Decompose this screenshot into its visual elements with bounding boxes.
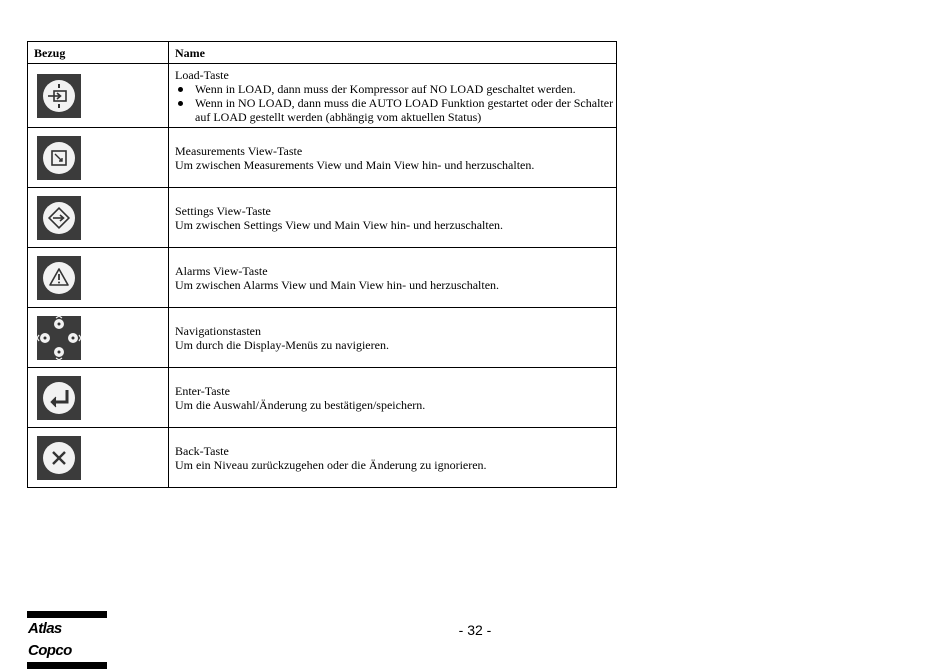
settings-view-icon — [37, 196, 81, 240]
row-title: Load-Taste — [175, 67, 229, 82]
back-close-icon — [37, 436, 81, 480]
header-bezug: Bezug — [28, 42, 169, 64]
row-title: Settings View-Taste — [175, 203, 271, 218]
page-number: - 32 - — [458, 622, 492, 638]
row-description: Um die Auswahl/Änderung zu bestätigen/speichern. — [175, 397, 426, 412]
table-row — [28, 248, 617, 308]
row-title: Alarms View-Taste — [175, 263, 268, 278]
load-button-icon — [37, 74, 81, 118]
table-row — [28, 64, 617, 128]
bullet-item: Wenn in NO LOAD, dann muss die AUTO LOAD Funktion gestartet oder der Schalter auf LOAD gestellt werden (abhängig vom aktuellen Status) — [175, 96, 616, 124]
row-title: Back-Taste — [175, 443, 229, 458]
row-title: Navigationstasten — [175, 323, 261, 338]
table-row — [28, 428, 617, 488]
navigation-arrows-icon — [37, 316, 81, 360]
header-name: Name — [169, 42, 617, 64]
row-description: Um ein Niveau zurückzugehen oder die Änderung zu ignorieren. — [175, 457, 487, 472]
row-title: Enter-Taste — [175, 383, 230, 398]
table-row — [28, 188, 617, 248]
bullet-item: Wenn in LOAD, dann muss der Kompressor auf NO LOAD geschaltet werden. — [175, 82, 616, 96]
row-description: Um durch die Display-Menüs zu navigieren. — [175, 337, 389, 352]
row-description: Um zwischen Alarms View und Main View hin- und herzuschalten. — [175, 277, 500, 292]
alarm-warning-icon — [37, 256, 81, 300]
enter-arrow-icon — [37, 376, 81, 420]
logo-text: Atlas Copco — [28, 620, 72, 659]
row-title: Measurements View-Taste — [175, 143, 303, 158]
table-header-row — [28, 42, 617, 64]
measurements-view-icon — [37, 136, 81, 180]
table-row — [28, 308, 617, 368]
table-row — [28, 368, 617, 428]
table-row — [28, 128, 617, 188]
atlas-copco-logo — [27, 611, 107, 669]
row-description: Um zwischen Measurements View und Main View hin- und herzuschalten. — [175, 157, 535, 172]
row-description: Um zwischen Settings View und Main View hin- und herzuschalten. — [175, 217, 504, 232]
bullet-list — [175, 82, 616, 124]
reference-table — [27, 41, 617, 488]
